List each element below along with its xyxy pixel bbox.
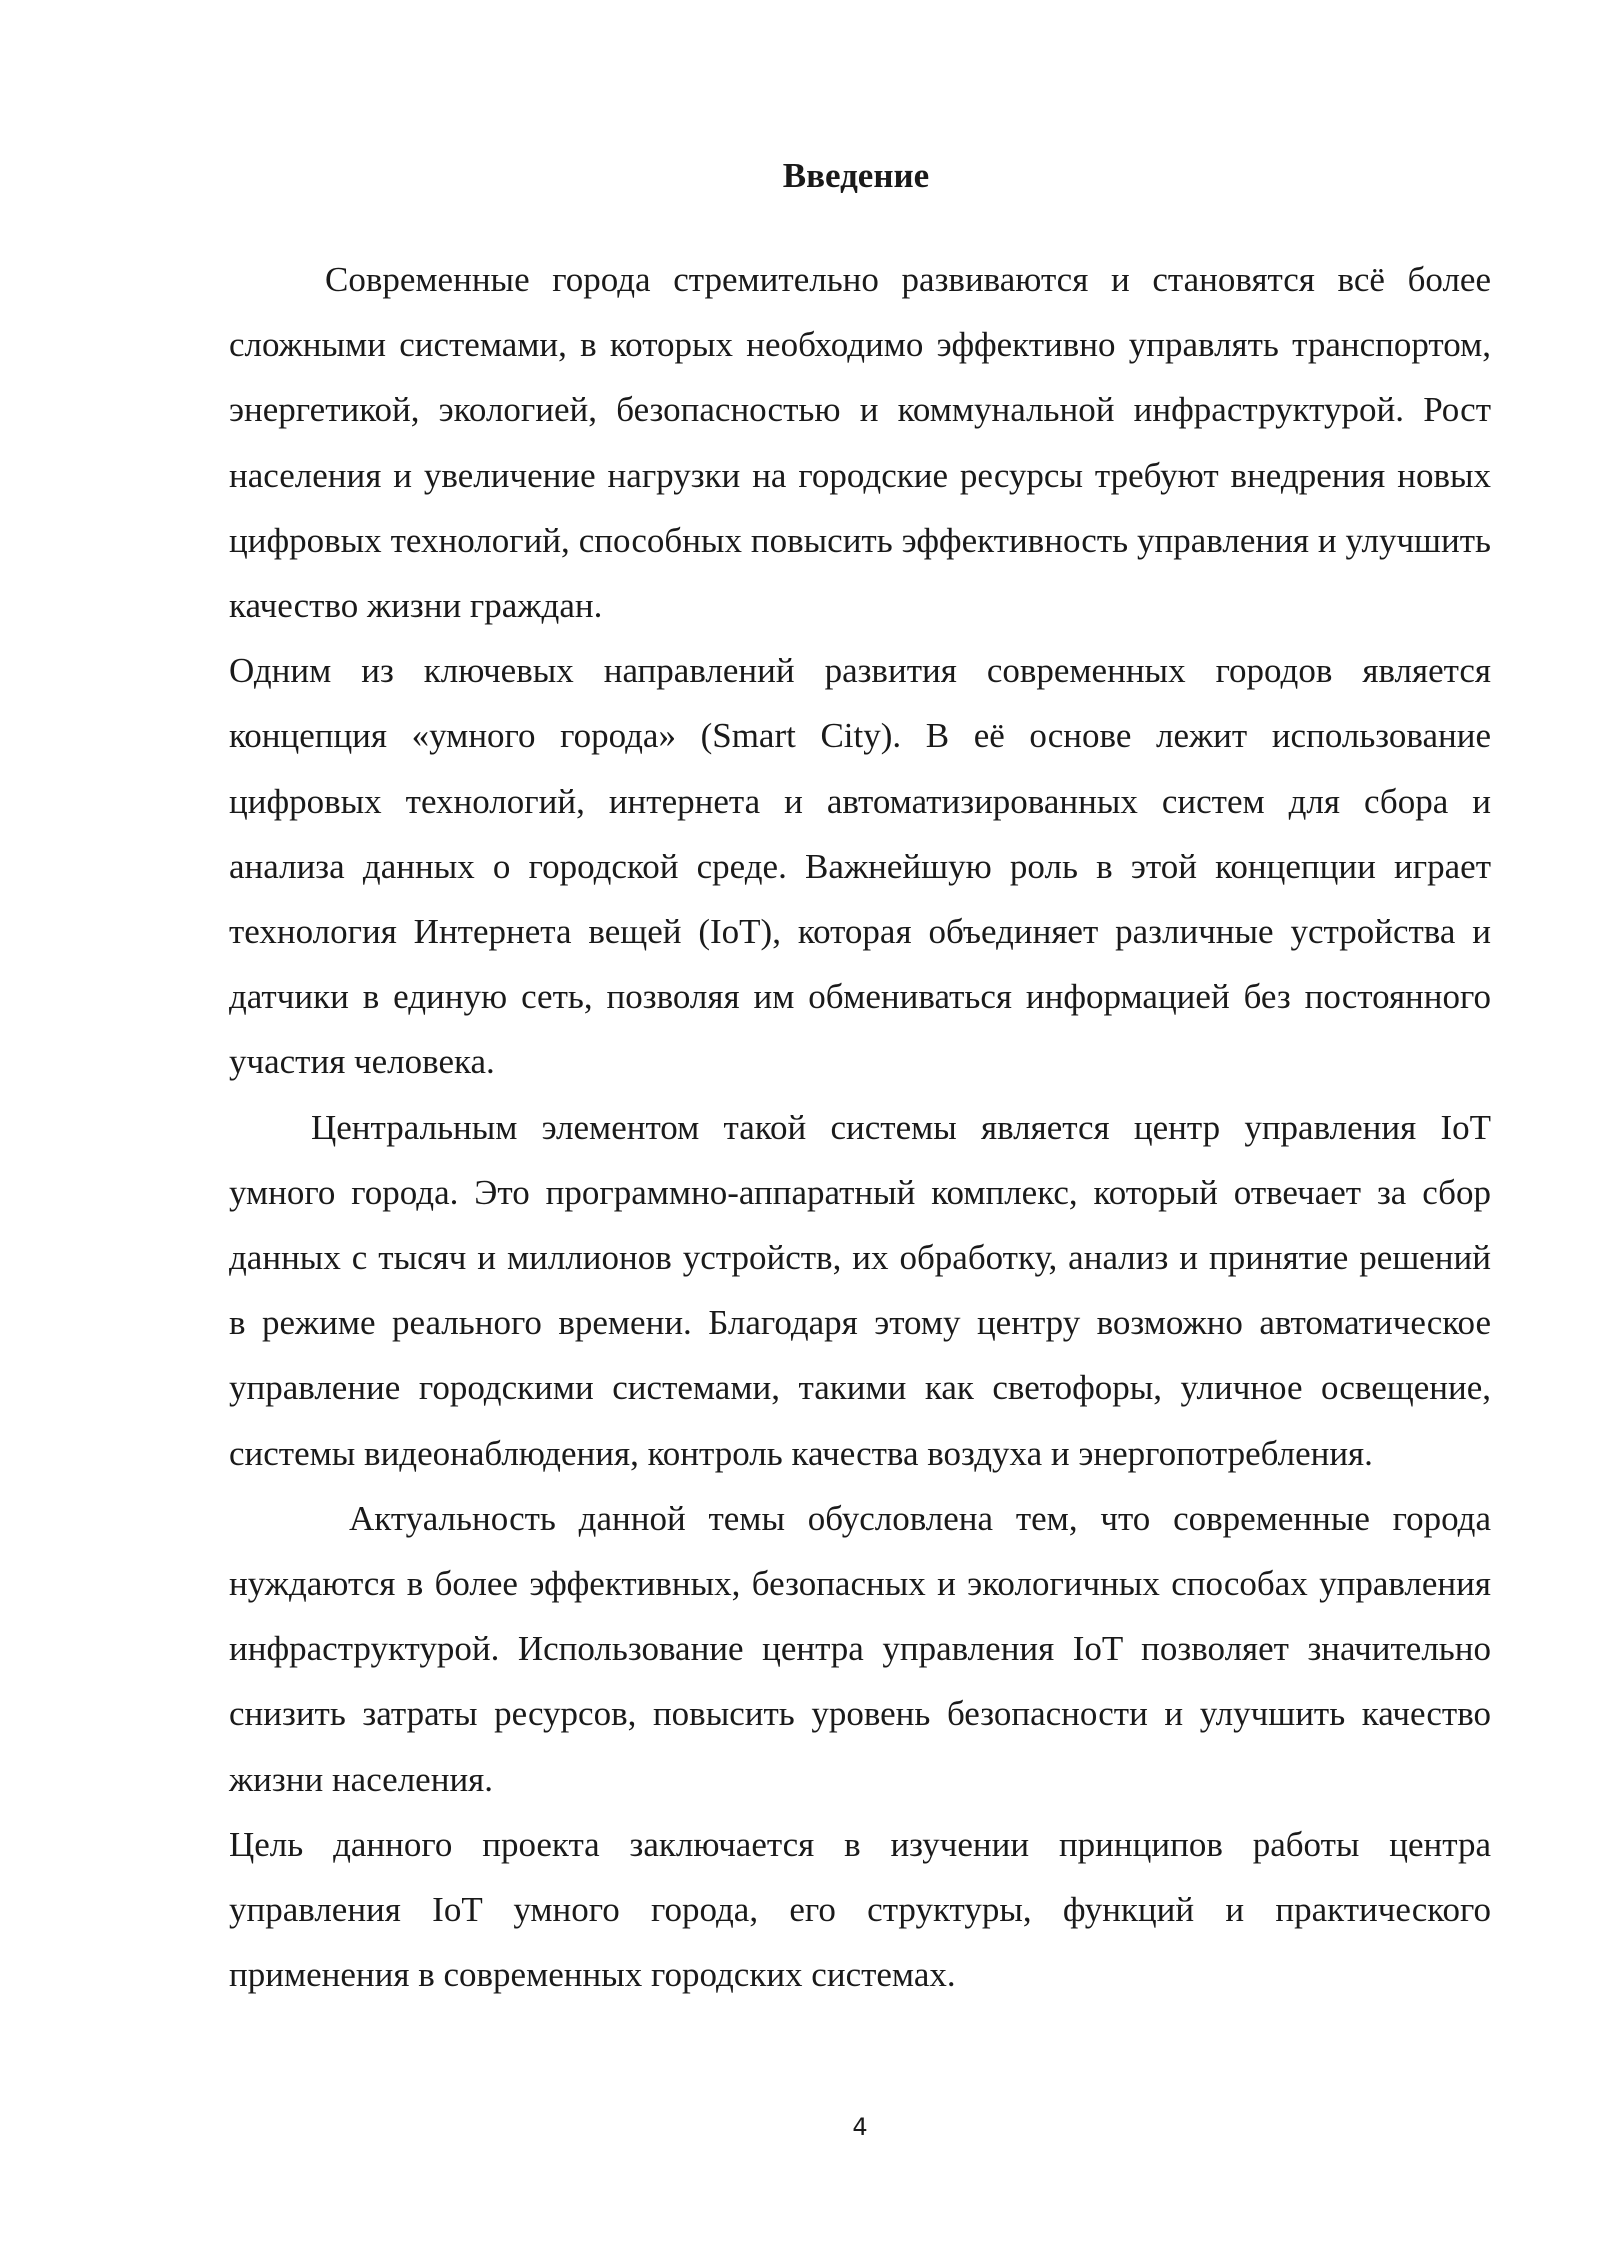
page-number: 4	[852, 2113, 868, 2141]
paragraph-intro: Современные города стремительно развиваются и становятся всё более сложными системами, в которых необходимо эффективно управлять транспортом, энергетикой, экологией, безопасностью и коммунальной инфраструктурой. Рост населения и увеличение нагрузки на городские ресурсы требуют внедрения новых цифровых технологий, способных повысить эффективность управления и улучшить качество жизни граждан.	[229, 260, 1491, 626]
paragraph-goal: Цель данного проекта заключается в изучении принципов работы центра управления IoT умного города, его структуры, функций и практического применения в современных городских системах.	[229, 1824, 1491, 1995]
body-text	[229, 247, 1491, 2007]
section-heading: Введение	[782, 156, 930, 195]
paragraph-smart-city: Одним из ключевых направлений развития современных городов является концепция «умного города» (Smart City). В её основе лежит использование цифровых технологий, интернета и автоматизированных систем для сбора и анализа данных о городской среде. Важнейшую роль в этой концепции играет технология Интернета вещей (IoT), которая объединяет различные устройства и датчики в единую сеть, позволяя им обмениваться информацией без постоянного участия человека.	[229, 651, 1491, 1082]
paragraph-control-center: Центральным элементом такой системы является центр управления IoT умного города. Это программно-аппаратный комплекс, который отвечает за сбор данных с тысяч и миллионов устройств, их обработку, анализ и принятие решений в режиме реального времени. Благодаря этому центру возможно автоматическое управление городскими системами, такими как светофоры, уличное освещение, системы видеонаблюдения, контроль качества воздуха и энергопотребления.	[229, 1107, 1491, 1473]
paragraph-relevance: Актуальность данной темы обусловлена тем, что современные города нуждаются в более эффективных, безопасных и экологичных способах управления инфраструктурой. Использование центра управления IoT позволяет значительно снизить затраты ресурсов, повысить уровень безопасности и улучшить качество жизни населения.	[229, 1498, 1491, 1799]
